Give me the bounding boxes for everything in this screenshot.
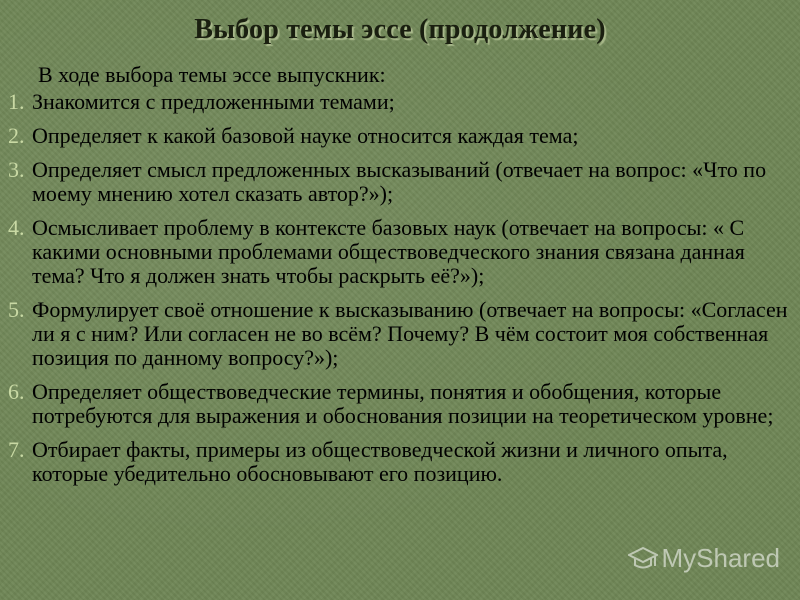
item-number: 2. <box>8 123 25 148</box>
item-text: Формулирует своё отношение к высказыванию (отвечает на вопросы: «Согласен ли я с ним? Или согласен не во всём? Почему? В чём состоит моя собственная позиция по данному вопросу?»); <box>32 297 788 370</box>
watermark <box>628 543 781 574</box>
slide-title: Выбор темы эссе (продолжение) <box>194 14 606 45</box>
item-number: 5. <box>8 297 25 322</box>
list-item <box>8 380 798 428</box>
intro-text: В ходе выбора темы эссе выпускник: <box>38 62 386 87</box>
list-item <box>8 90 798 114</box>
item-text: Отбирает факты, примеры из обществоведческой жизни и личного опыта, которые убедительно обосновывают его позицию. <box>32 437 728 486</box>
item-text: Определяет смысл предложенных высказываний (отвечает на вопрос: «Что по моему мнению хотел сказать автор?»); <box>32 157 767 206</box>
item-number: 1. <box>8 89 25 114</box>
list-item <box>8 158 798 206</box>
item-number: 6. <box>8 379 25 404</box>
item-text: Определяет обществоведческие термины, понятия и обобщения, которые потребуются для выражения и обоснования позиции на теоретическом уровне; <box>32 379 774 428</box>
item-text: Осмысливает проблему в контексте базовых наук (отвечает на вопросы: « С какими основными проблемами обществоведческого знания связана данная тема? Что я должен знать чтобы раскрыть её?»); <box>32 215 745 288</box>
list-item <box>8 216 798 288</box>
item-number: 7. <box>8 437 25 462</box>
item-number: 3. <box>8 157 25 182</box>
item-text: Определяет к какой базовой науке относится каждая тема; <box>32 123 579 148</box>
list-item <box>8 298 798 370</box>
list-item <box>8 438 798 486</box>
steps-list <box>8 90 798 496</box>
graduation-cap-icon <box>628 544 658 574</box>
watermark-text: MyShared <box>661 543 780 573</box>
list-item <box>8 124 798 148</box>
item-text: Знакомится с предложенными темами; <box>32 89 395 114</box>
item-number: 4. <box>8 215 25 240</box>
